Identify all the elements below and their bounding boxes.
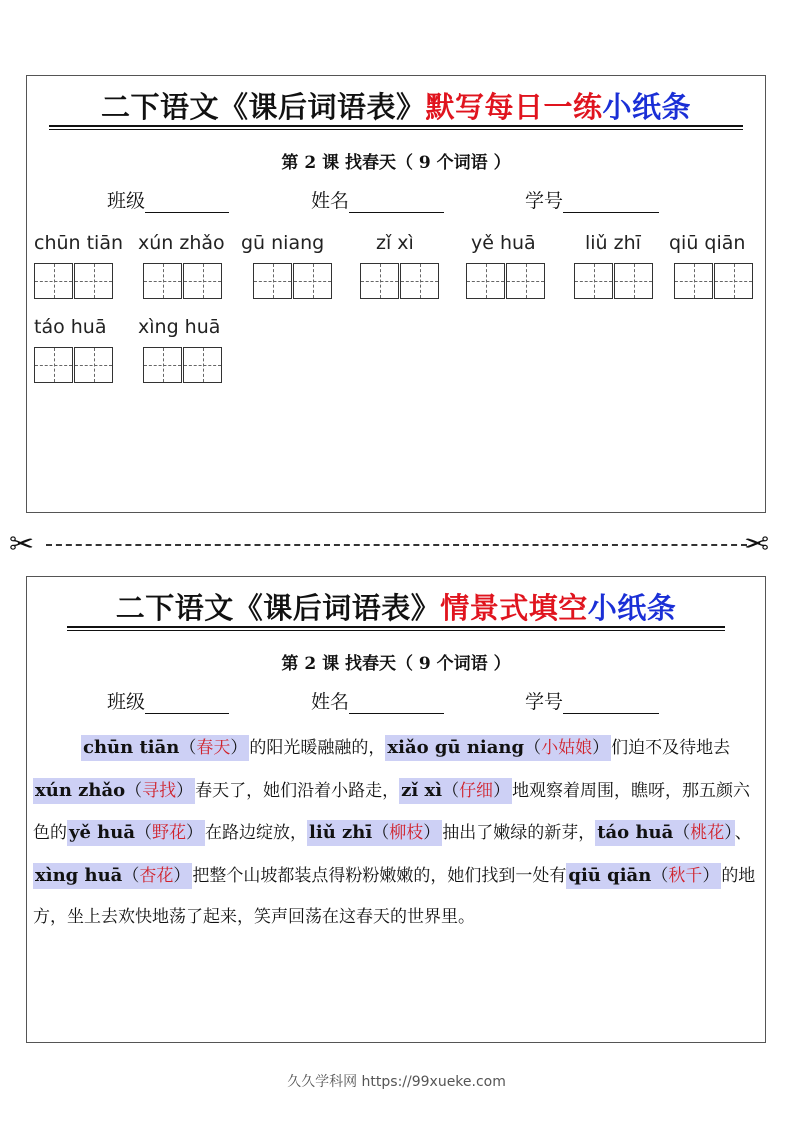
char-box[interactable] (143, 347, 182, 383)
passage-text: 春天了，她们沿着小路走， (195, 780, 400, 801)
name-field[interactable] (311, 687, 444, 714)
char-box[interactable] (400, 263, 439, 299)
dictation-card (26, 75, 766, 513)
name-label: 姓名 (311, 691, 350, 713)
class-label: 班级 (107, 190, 146, 212)
pinyin-label: qiū qiān (669, 232, 746, 254)
char-box[interactable] (506, 263, 545, 299)
title-part-red: 情景式填空 (440, 591, 588, 625)
fill-word: zǐ xì（仔细） (399, 778, 512, 804)
cut-line (46, 544, 747, 546)
pinyin-label: táo huā (34, 316, 107, 338)
number-label: 学号 (525, 691, 564, 713)
fill-answer: 秋千 (668, 865, 703, 886)
card-title (27, 90, 765, 124)
fill-word: chūn tiān（春天） (81, 735, 249, 761)
char-box[interactable] (74, 347, 113, 383)
fill-word: táo huā（桃花） (595, 820, 735, 846)
number-field[interactable] (525, 687, 659, 714)
writing-grid[interactable] (466, 263, 546, 299)
number-blank[interactable] (563, 693, 659, 714)
passage-text: 在路边绽放， (205, 823, 308, 844)
pinyin-label: xún zhǎo (138, 232, 225, 254)
fill-pinyin: liǔ zhī (309, 822, 373, 844)
fill-pinyin: yě huā (69, 822, 136, 844)
name-blank[interactable] (349, 192, 444, 213)
class-blank[interactable] (145, 192, 229, 213)
class-field[interactable] (107, 687, 229, 714)
fill-word: yě huā（野花） (67, 820, 205, 846)
class-field[interactable] (107, 186, 229, 213)
scissors-right-icon: ✂ (744, 527, 770, 562)
pinyin-label: yě huā (471, 232, 536, 254)
fill-word: liǔ zhī（柳枝） (307, 820, 442, 846)
char-box[interactable] (714, 263, 753, 299)
title-part-red: 默写每日一练 (425, 90, 603, 124)
title-part-blue: 小纸条 (602, 90, 692, 124)
pinyin-label: xìng huā (138, 316, 221, 338)
pinyin-label: liǔ zhī (585, 232, 641, 254)
fill-pinyin: táo huā (597, 822, 674, 844)
passage-text: 们迫不及待地去 (611, 738, 731, 758)
title-part-black: 二下语文《课后词语表》 (115, 591, 441, 625)
fill-word: qiū qiān（秋千） (566, 863, 721, 889)
writing-grid[interactable] (574, 263, 654, 299)
passage-text: 的地方，坐上去欢快地荡了起来，笑声回荡在这春天的世界里。 (33, 865, 756, 928)
fill-pinyin: xìng huā (35, 864, 123, 886)
number-field[interactable] (525, 186, 659, 213)
writing-grid[interactable] (143, 347, 223, 383)
char-box[interactable] (74, 263, 113, 299)
passage-text: 抽出了嫩绿的新芽， (442, 823, 596, 844)
title-part-blue: 小纸条 (587, 591, 677, 625)
pinyin-label: chūn tiān (34, 232, 124, 254)
passage-text: 把整个山坡都装点得粉粉嫩嫩的，她们找到一处有 (192, 865, 567, 886)
char-box[interactable] (183, 263, 222, 299)
title-underline-thin (49, 129, 743, 130)
fill-answer: 小姑娘 (541, 738, 593, 758)
name-blank[interactable] (349, 693, 444, 714)
char-box[interactable] (614, 263, 653, 299)
char-box[interactable] (674, 263, 713, 299)
name-field[interactable] (311, 186, 444, 213)
fill-word: xìng huā（杏花） (33, 863, 192, 889)
char-box[interactable] (574, 263, 613, 299)
pinyin-label: gū niang (241, 232, 325, 254)
fill-answer: 春天 (196, 738, 231, 758)
passage-text: 地观察着周围，瞧呀，那五颜六色的 (33, 780, 751, 844)
card-title (27, 591, 765, 625)
char-box[interactable] (34, 263, 73, 299)
fill-word: xún zhǎo（寻找） (33, 778, 195, 804)
fill-answer: 野花 (152, 823, 187, 844)
fill-word: xiǎo gū niang（小姑娘） (385, 735, 611, 761)
fill-answer: 柳枝 (389, 823, 424, 844)
title-part-black: 二下语文《课后词语表》 (100, 90, 426, 124)
writing-grid[interactable] (34, 263, 114, 299)
char-box[interactable] (34, 347, 73, 383)
lesson-heading: 第 2 课 找春天（ 9 个词语 ） (281, 654, 511, 674)
fill-pinyin: zǐ xì (401, 779, 443, 801)
context-fill-card (26, 576, 766, 1043)
lesson-heading: 第 2 课 找春天（ 9 个词语 ） (281, 153, 511, 173)
fill-pinyin: xiǎo gū niang (387, 737, 525, 758)
class-label: 班级 (107, 691, 146, 713)
char-box[interactable] (293, 263, 332, 299)
char-box[interactable] (360, 263, 399, 299)
fill-pinyin: xún zhǎo (35, 779, 126, 801)
fill-answer: 寻找 (142, 780, 177, 801)
writing-grid[interactable] (674, 263, 754, 299)
writing-grid[interactable] (34, 347, 114, 383)
number-label: 学号 (525, 190, 564, 212)
fill-answer: 桃花 (690, 823, 725, 844)
fill-pinyin: qiū qiān (568, 864, 652, 886)
name-label: 姓名 (311, 190, 350, 212)
footer-watermark: 久久学科网 https://99xueke.com (287, 1074, 506, 1090)
char-box[interactable] (466, 263, 505, 299)
passage-text: 、 (734, 823, 752, 844)
title-underline (67, 626, 725, 628)
fill-pinyin: chūn tiān (83, 737, 180, 758)
number-blank[interactable] (563, 192, 659, 213)
pinyin-label: zǐ xì (376, 232, 414, 254)
class-blank[interactable] (145, 693, 229, 714)
title-underline (49, 125, 743, 127)
passage-text: 的阳光暖融融的， (249, 738, 386, 758)
char-box[interactable] (183, 347, 222, 383)
scissors-left-icon: ✂ (9, 527, 35, 562)
writing-grid[interactable] (360, 263, 440, 299)
char-box[interactable] (253, 263, 292, 299)
passage (33, 727, 761, 939)
fill-answer: 杏花 (139, 865, 174, 886)
char-box[interactable] (143, 263, 182, 299)
writing-grid[interactable] (143, 263, 223, 299)
title-underline-thin (67, 630, 725, 631)
fill-answer: 仔细 (459, 780, 494, 801)
writing-grid[interactable] (253, 263, 333, 299)
